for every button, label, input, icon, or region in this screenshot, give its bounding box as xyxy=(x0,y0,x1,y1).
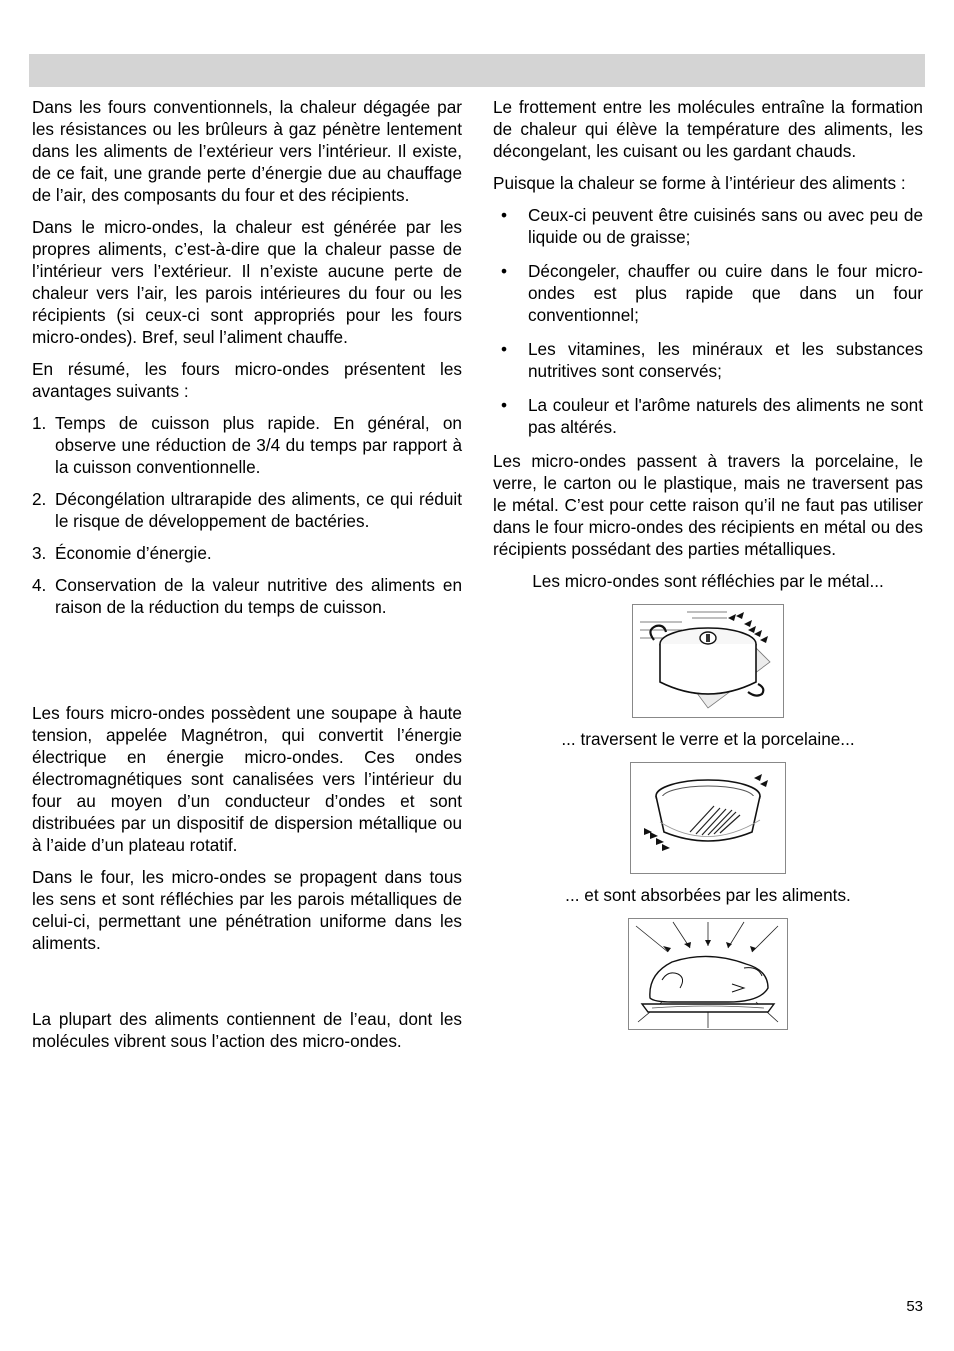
left-column xyxy=(32,96,462,1062)
roast-chicken-absorption-icon xyxy=(628,918,788,1030)
list-item: • Les vitamines, les minéraux et les substances nutritives sont conservés; xyxy=(501,339,923,381)
list-item: • Ceux-ci peuvent être cuisinés sans ou avec peu de liquide ou de graisse; xyxy=(501,205,923,247)
section-header-bar xyxy=(29,54,925,87)
right-column xyxy=(493,96,923,1030)
list-item: • La couleur et l'arôme naturels des aliments ne sont pas altérés. xyxy=(501,395,923,437)
caption-glass: ... traversent le verre et la porcelaine... xyxy=(561,729,855,749)
paragraph-magnetron: Les fours micro-ondes possèdent une soupape à haute tension, appelée Magnétron, qui convertit l’énergie électrique en énergie micro-ondes. Ces ondes électromagnétiques sont canalisées vers l’intérieur du four au moyen d’un conducteur d’ondes et sont distribuées par un dispositif de dispersion métallique ou à l’aide d’un plateau rotatif. xyxy=(32,703,462,855)
list-item: 3. Économie d’énergie. xyxy=(32,543,212,563)
paragraph-materials: Les micro-ondes passent à travers la porcelaine, le verre, le carton ou le plastique, mais ne traversent pas le métal. C’est pour cette raison qu’il ne faut pas utiliser dans le four micro-ondes des récipients en métal ou des récipients possédant des parties métalliques. xyxy=(493,451,923,559)
glass-dish-pass-through-icon xyxy=(630,762,786,874)
metal-pot-reflection-icon xyxy=(632,604,784,718)
list-item: 4. Conservation de la valeur nutritive des aliments en raison de la réduction du temps de cuisson. xyxy=(32,575,462,617)
paragraph-heat-inside: Puisque la chaleur se forme à l’intérieur des aliments : xyxy=(493,173,906,193)
list-item: 1. Temps de cuisson plus rapide. En général, on observe une réduction de 3/4 du temps par rapport à la cuisson conventionnelle. xyxy=(32,413,462,477)
page-number: 53 xyxy=(906,1298,923,1315)
list-item: • Décongeler, chauffer ou cuire dans le four micro-ondes est plus rapide que dans un four conventionnel; xyxy=(501,261,923,325)
paragraph-advantages-intro: En résumé, les fours micro-ondes présentent les avantages suivants : xyxy=(32,359,462,401)
paragraph-conventional-ovens: Dans les fours conventionnels, la chaleur dégagée par les résistances ou les brûleurs à gaz pénètre lentement dans les aliments de l’extérieur vers l’intérieur. Il existe, de ce fait, une grande perte d’énergie due au chauffage de l’air, des composants du four et des récipients. xyxy=(32,97,462,205)
list-item: 2. Décongélation ultrarapide des aliments, ce qui réduit le risque de développement de bactéries. xyxy=(32,489,462,531)
caption-food: ... et sont absorbées par les aliments. xyxy=(565,885,851,905)
advantages-list xyxy=(32,412,462,618)
paragraph-microwave-heat: Dans le micro-ondes, la chaleur est générée par les propres aliments, c’est-à-dire que la chaleur passe de l’intérieur vers l’extérieur. Il n’existe aucune perte de chaleur vers l’air, les parois intérieures du four ou les récipients (si ceux-ci sont appropriés pour les fours micro-ondes). Bref, seul l’aliment chauffe. xyxy=(32,217,462,347)
caption-metal: Les micro-ondes sont réfléchies par le métal... xyxy=(532,571,884,591)
paragraph-propagation: Dans le four, les micro-ondes se propagent dans tous les sens et sont réfléchies par les parois métalliques de celui-ci, permettant une pénétration uniforme dans les aliments. xyxy=(32,867,462,953)
paragraph-water-molecules: La plupart des aliments contiennent de l’eau, dont les molécules vibrent sous l’action des micro-ondes. xyxy=(32,1009,462,1051)
benefits-list xyxy=(493,204,923,438)
paragraph-friction: Le frottement entre les molécules entraîne la formation de chaleur qui élève la température des aliments, les décongelant, les cuisant ou les gardant chauds. xyxy=(493,97,923,161)
